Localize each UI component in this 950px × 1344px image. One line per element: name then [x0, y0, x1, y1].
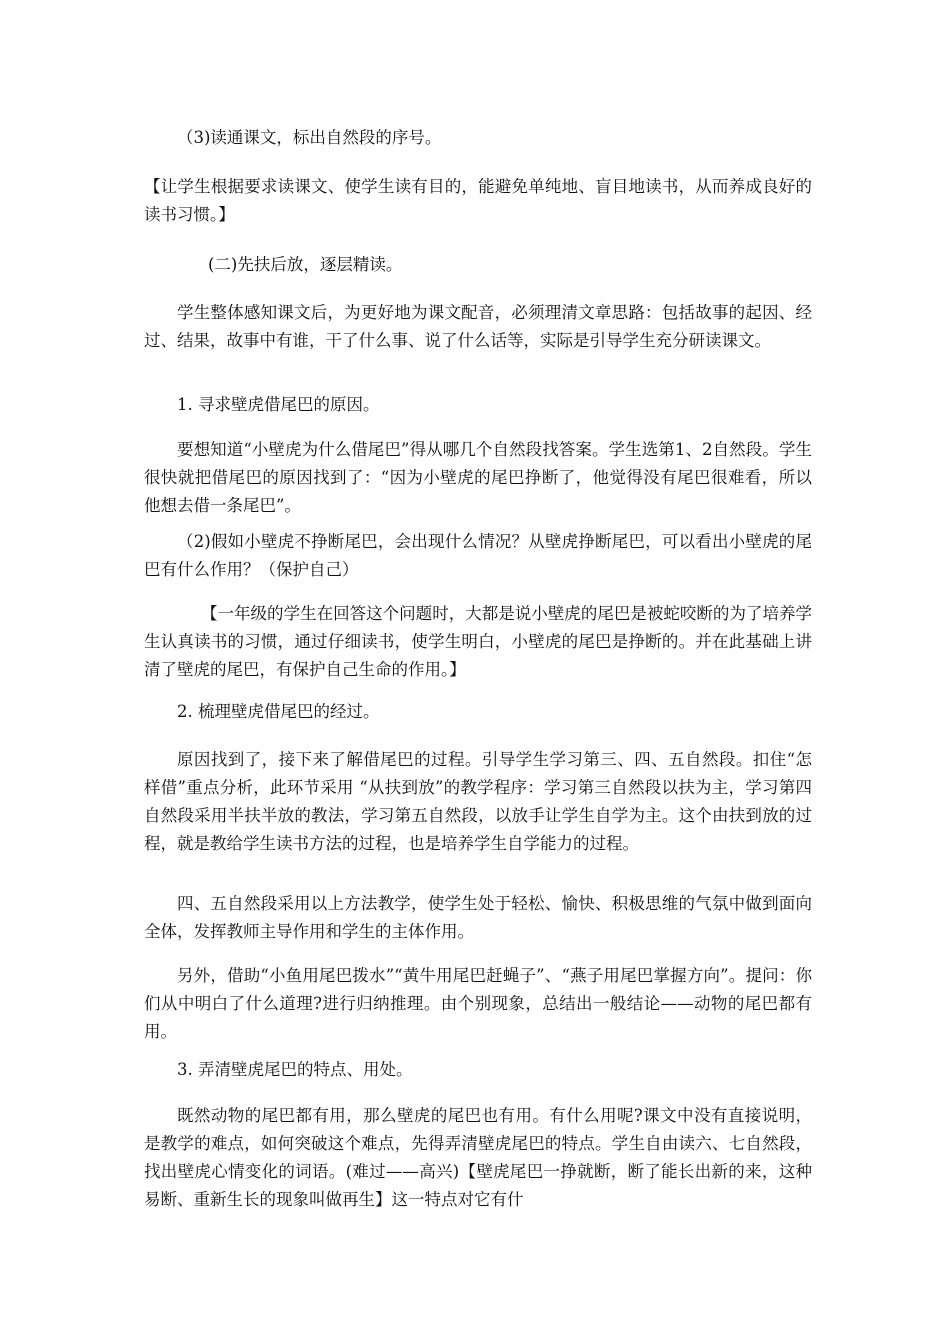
paragraph-reason-answer: 要想知道“小壁虎为什么借尾巴”得从哪几个自然段找答案。学生选第1、2自然段。学生很快就把借尾巴的原因找到了：“因为小壁虎的尾巴挣断了，他觉得没有尾巴很难看，所以他想去借一条尾巴”。: [144, 440, 812, 515]
section-heading-guided-reading: (二)先扶后放，逐层精读。: [208, 255, 403, 274]
paragraph-tail-regeneration: 既然动物的尾巴都有用，那么壁虎的尾巴也有用。有什么用呢?课文中没有直接说明，是教学的难点，如何突破这个难点，先得弄清壁虎尾巴的特点。学生自由读六、七自然段，找出壁虎心情变化的词语。(难过——高兴)【壁虎尾巴一挣就断，断了能长出新的来，这种易断、重新生长的现象叫做再生】这一特点对它有什: [144, 1106, 812, 1209]
paragraph-scaffold-method: 原因找到了，接下来了解借尾巴的过程。引导学生学习第三、四、五自然段。扣住“怎样借”重点分析，此环节采用 “从扶到放”的教学程序：学习第三自然段以扶为主，学习第四自然段采用半扶半放的教法，学习第五自然段，以放手让学生自学为主。这个由扶到放的过程，就是教给学生读书方法的过程，也是培养学生自学能力的过程。: [144, 750, 812, 853]
paragraph-teaching-atmosphere: 四、五自然段采用以上方法教学，使学生处于轻松、愉快、积极思维的气氛中做到面向全体，发挥教师主导作用和学生的主体作用。: [144, 894, 812, 941]
subheading-borrowing-process: 2. 梳理壁虎借尾巴的经过。: [177, 702, 380, 721]
paragraph-story-structure: 学生整体感知课文后，为更好地为课文配音，必须理清文章思路：包括故事的起因、经过、结果，故事中有谁，干了什么事、说了什么话等，实际是引导学生充分研读课文。: [144, 303, 812, 350]
paragraph-read-through: （3)读通课文，标出自然段的序号。: [177, 128, 442, 147]
paragraph-first-grade-note: 【一年级的学生在回答这个问题时，大都是说小壁虎的尾巴是被蛇咬断的为了培养学生认真读书的习惯，通过仔细读书，使学生明白，小壁虎的尾巴是挣断的。并在此基础上讲清了壁虎的尾巴，有保护自己生命的作用。】: [144, 604, 812, 679]
subheading-find-reason: 1. 寻求壁虎借尾巴的原因。: [177, 395, 380, 414]
paragraph-tail-function-question: （2)假如小壁虎不挣断尾巴，会出现什么情况？从壁虎挣断尾巴，可以看出小壁虎的尾巴有什么作用？（保护自己）: [144, 532, 812, 579]
subheading-tail-features: 3. 弄清壁虎尾巴的特点、用处。: [177, 1060, 413, 1079]
paragraph-animal-tails-induction: 另外，借助“小鱼用尾巴拨水”“黄牛用尾巴赶蝇子”、“燕子用尾巴掌握方向”。提问：你们从中明白了什么道理?进行归纳推理。由个别现象，总结出一般结论——动物的尾巴都有用。: [144, 966, 812, 1041]
paragraph-reading-purpose-note: 【让学生根据要求读课文、使学生读有目的，能避免单纯地、盲目地读书，从而养成良好的读书习惯。】: [144, 177, 812, 224]
